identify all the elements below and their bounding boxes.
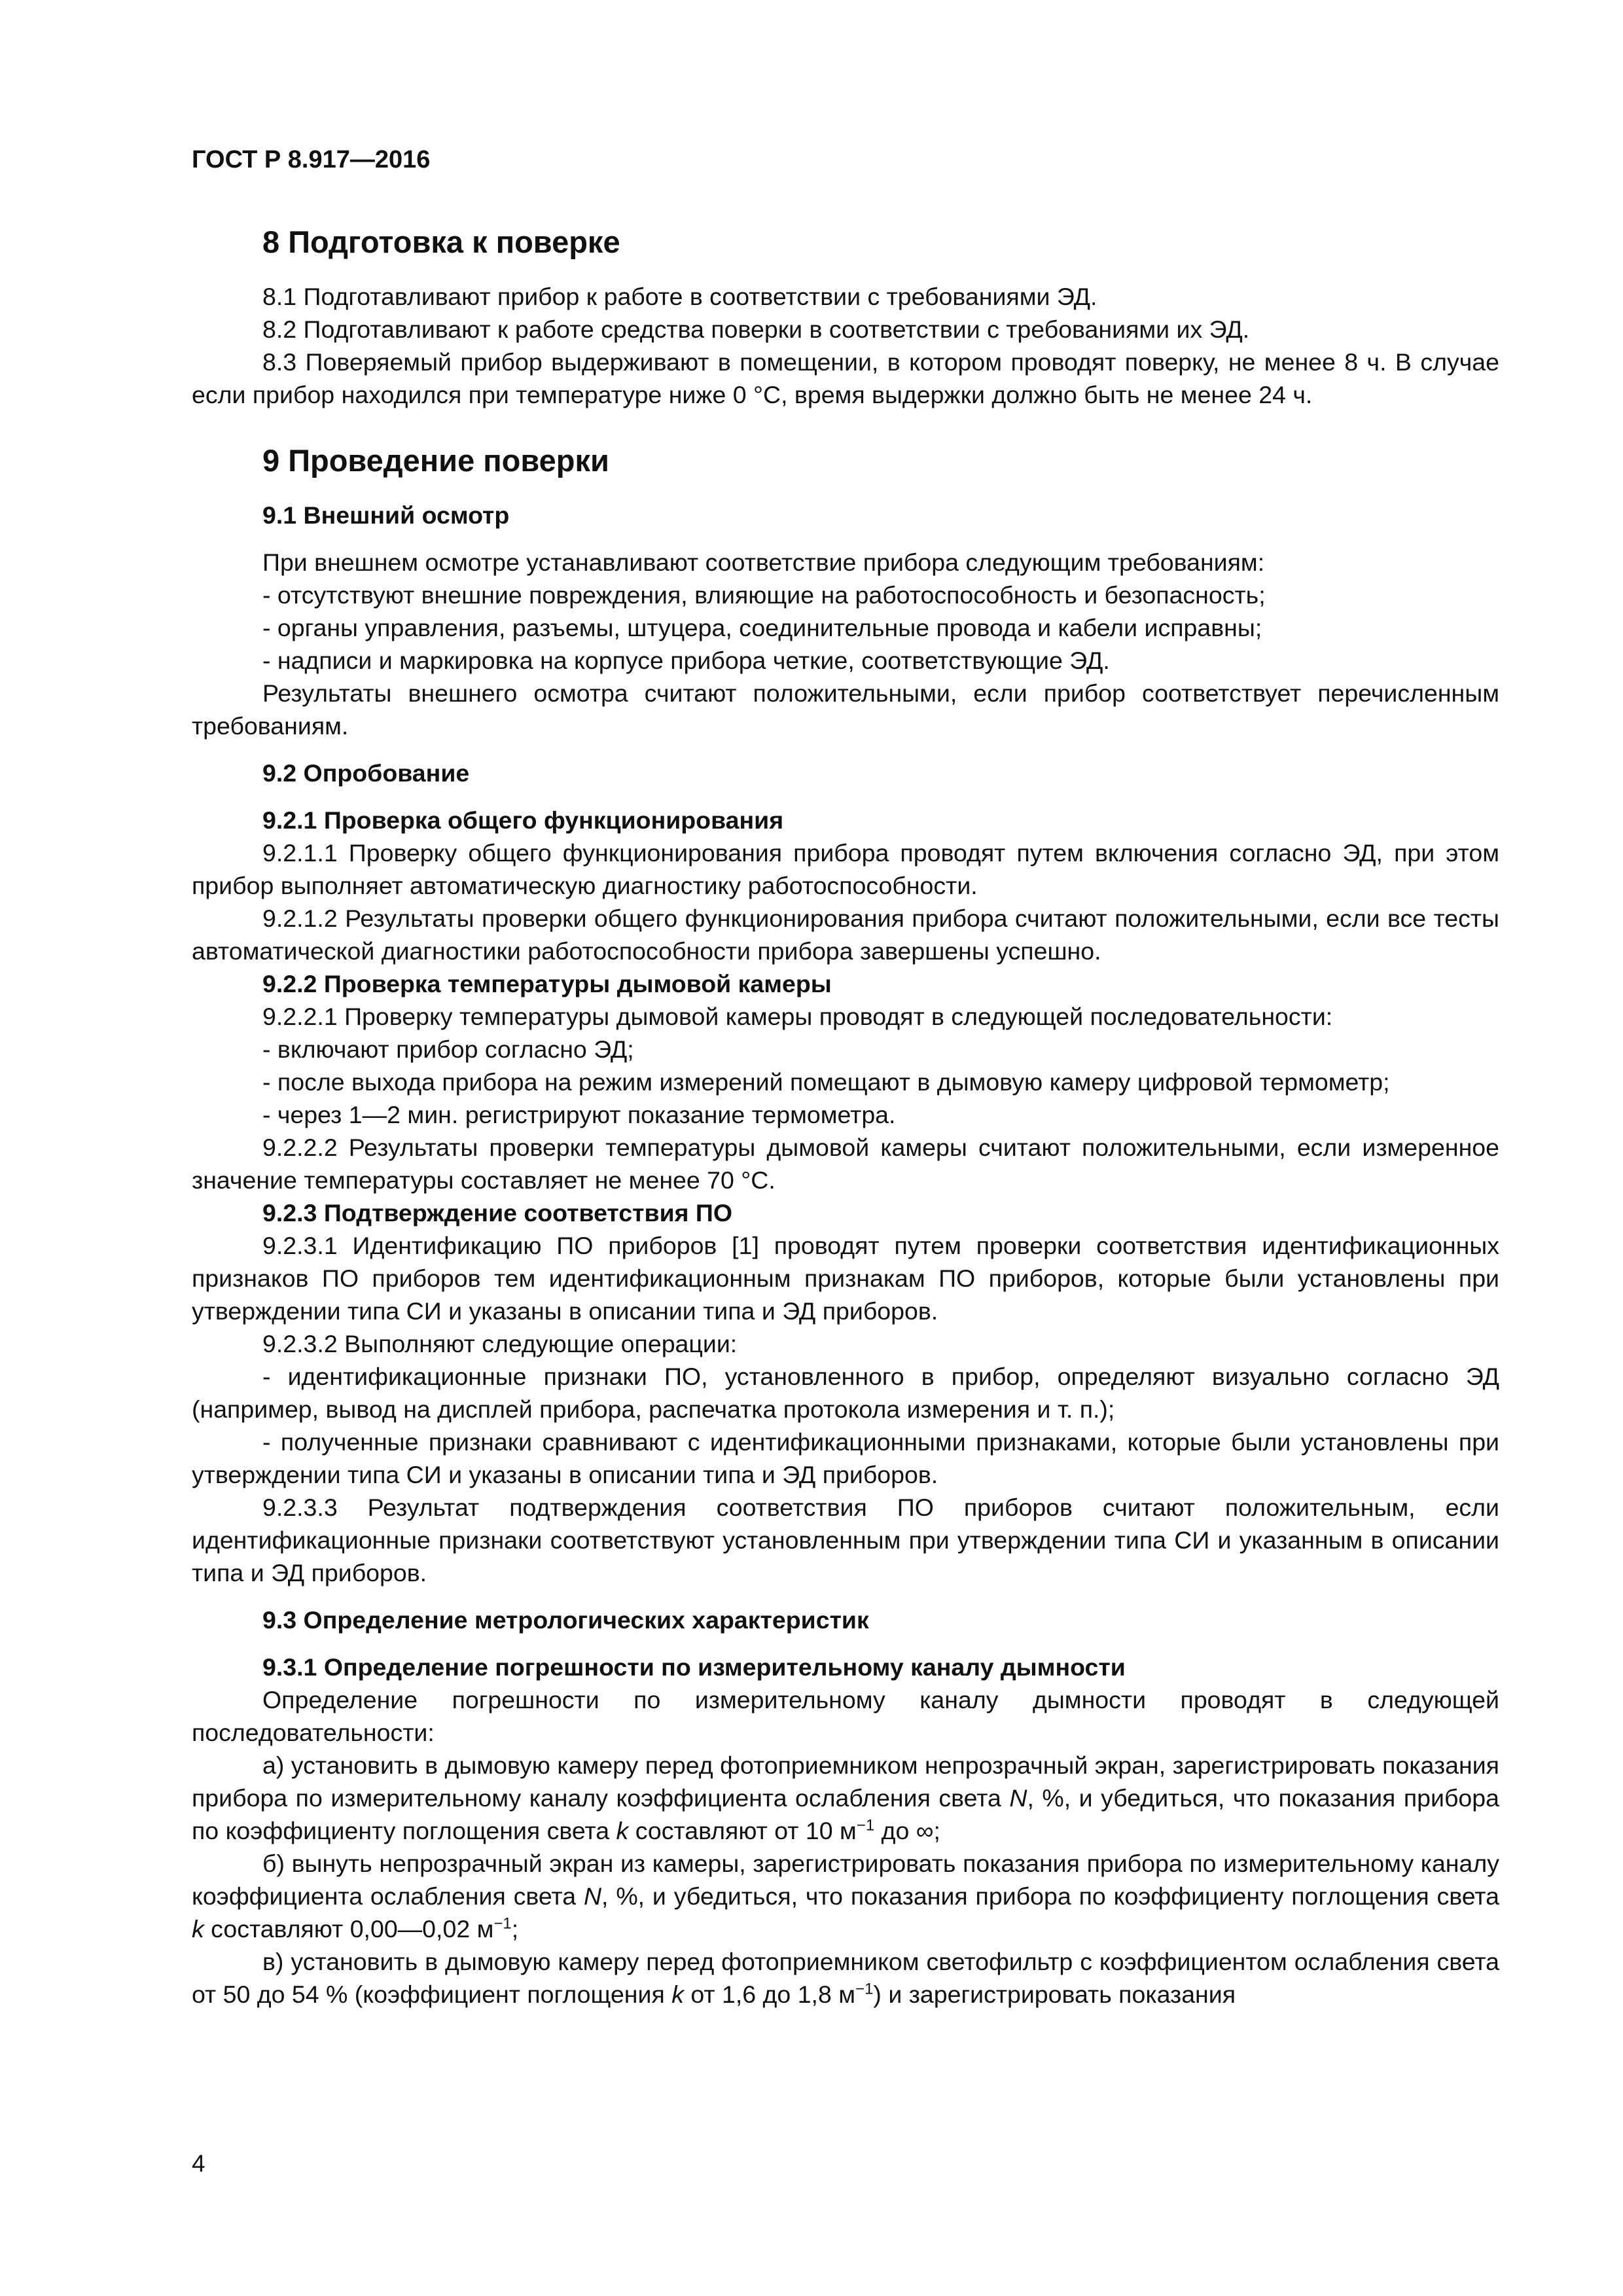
- paragraph-9-2-3-2: 9.2.3.2 Выполняют следующие операции:: [262, 1330, 738, 1357]
- list-item: - через 1—2 мин. регистрируют показание термометра.: [262, 1101, 896, 1128]
- symbol-N: N: [1009, 1784, 1027, 1812]
- paragraph-9-2-3-2-b: - полученные признаки сравнивают с идентификационными признаками, которые были установлены при утверждении типа СИ и указаны в описании типа и ЭД приборов.: [192, 1428, 1499, 1488]
- document-code-header: ГОСТ Р 8.917—2016: [192, 146, 431, 173]
- paragraph-8-2: 8.2 Подготавливают к работе средства поверки в соответствии с требованиями их ЭД.: [262, 315, 1250, 343]
- page-number: 4: [192, 2150, 205, 2177]
- paragraph-9-3-1-intro: Определение погрешности по измерительному каналу дымности проводят в следующей последовательности:: [192, 1686, 1499, 1746]
- list-item: - надписи и маркировка на корпусе прибора четкие, соответствующие ЭД.: [262, 647, 1110, 674]
- paragraph-9-3-1-b: б) вынуть непрозрачный экран из камеры, зарегистрировать показания прибора по измерительному каналу коэффициента ослабления света N, %, и убедиться, что показания прибора по коэффициенту поглощения света k составляют 0,00—0,02 $м^{-1}$;: [192, 1850, 1499, 1943]
- paragraph-9-2-1-2: 9.2.1.2 Результаты проверки общего функционирования прибора считают положительными, если все тесты автоматической диагностики работоспособности прибора завершены успешно.: [192, 905, 1499, 965]
- section-9-2-2-heading: 9.2.2 Проверка температуры дымовой камеры: [262, 970, 832, 997]
- page-body: [192, 221, 1499, 2011]
- list-item: - после выхода прибора на режим измерений помещают в дымовую камеру цифровой термометр;: [262, 1068, 1390, 1096]
- paragraph-9-2-2-1: 9.2.2.1 Проверку температуры дымовой камеры проводят в следующей последовательности:: [262, 1003, 1333, 1030]
- paragraph-8-1: 8.1 Подготавливают прибор к работе в соответствии с требованиями ЭД.: [262, 283, 1097, 310]
- paragraph-9-2-1-1: 9.2.1.1 Проверку общего функционирования прибора проводят путем включения согласно ЭД, при этом прибор выполняет автоматическую диагностику работоспособности.: [192, 839, 1499, 899]
- paragraph-9-2-3-2-a: - идентификационные признаки ПО, установленного в прибор, определяют визуально согласно ЭД (например, вывод на дисплей прибора, распечатка протокола измерения и т. п.);: [192, 1363, 1499, 1423]
- paragraph-9-3-1-a: а) установить в дымовую камеру перед фотоприемником непрозрачный экран, зарегистрировать показания прибора по измерительному каналу коэффициента ослабления света N, %, и убедиться, что показания прибора по коэффициенту поглощения света k составляют от 10 $м^{-1}$ до ∞;: [192, 1751, 1499, 1844]
- section-9-2-3-heading: 9.2.3 Подтверждение соответствия ПО: [262, 1199, 733, 1227]
- list-item: - отсутствуют внешние повреждения, влияющие на работоспособность и безопасность;: [262, 581, 1266, 609]
- section-9-2-1-heading: 9.2.1 Проверка общего функционирования: [262, 806, 784, 834]
- section-9-3-heading: 9.3 Определение метрологических характеристик: [262, 1606, 869, 1634]
- paragraph-9-2-3-1: 9.2.3.1 Идентификацию ПО приборов [1] проводят путем проверки соответствия идентификационных признаков ПО приборов тем идентификационным признакам ПО приборов, которые были установлены при утверждении типа СИ и указаны в описании типа и ЭД приборов.: [192, 1232, 1499, 1325]
- symbol-k: k: [671, 1981, 684, 2008]
- paragraph-9-3-1-v: в) установить в дымовую камеру перед фотоприемником светофильтр с коэффициентом ослабления света от 50 до 54 % (коэффициент поглощения k от 1,6 до 1,8 $м^{-1}$) и зарегистрировать показания: [192, 1948, 1499, 2008]
- section-9-3-1-heading: 9.3.1 Определение погрешности по измерительному каналу дымности: [262, 1653, 1126, 1681]
- section-9-1-heading: 9.1 Внешний осмотр: [262, 501, 510, 529]
- paragraph-9-1-intro: При внешнем осмотре устанавливают соответствие прибора следующим требованиям:: [262, 548, 1265, 576]
- section-8-heading: 8 Подготовка к поверке: [262, 224, 620, 259]
- section-9-heading: 9 Проведение поверки: [262, 443, 609, 478]
- list-item: - включают прибор согласно ЭД;: [262, 1035, 634, 1063]
- section-9-2-heading: 9.2 Опробование: [262, 759, 470, 787]
- symbol-k: k: [192, 1915, 204, 1943]
- paragraph-8-3: 8.3 Поверяемый прибор выдерживают в помещении, в котором проводят поверку, не менее 8 ч. В случае если прибор находился при температуре ниже 0 °С, время выдержки должно быть не менее 24 ч.: [192, 348, 1499, 408]
- paragraph-9-1-result: Результаты внешнего осмотра считают положительными, если прибор соответствует перечисленным требованиям.: [192, 679, 1499, 740]
- paragraph-9-2-3-3: 9.2.3.3 Результат подтверждения соответствия ПО приборов считают положительным, если идентификационные признаки соответствуют установленным при утверждении типа СИ и указанным в описании типа и ЭД приборов.: [192, 1494, 1499, 1587]
- paragraph-9-2-2-2: 9.2.2.2 Результаты проверки температуры дымовой камеры считают положительными, если измеренное значение температуры составляет не менее 70 °С.: [192, 1134, 1499, 1194]
- symbol-k: k: [616, 1817, 629, 1844]
- list-item: - органы управления, разъемы, штуцера, соединительные провода и кабели исправны;: [262, 614, 1262, 641]
- symbol-N: N: [583, 1882, 602, 1910]
